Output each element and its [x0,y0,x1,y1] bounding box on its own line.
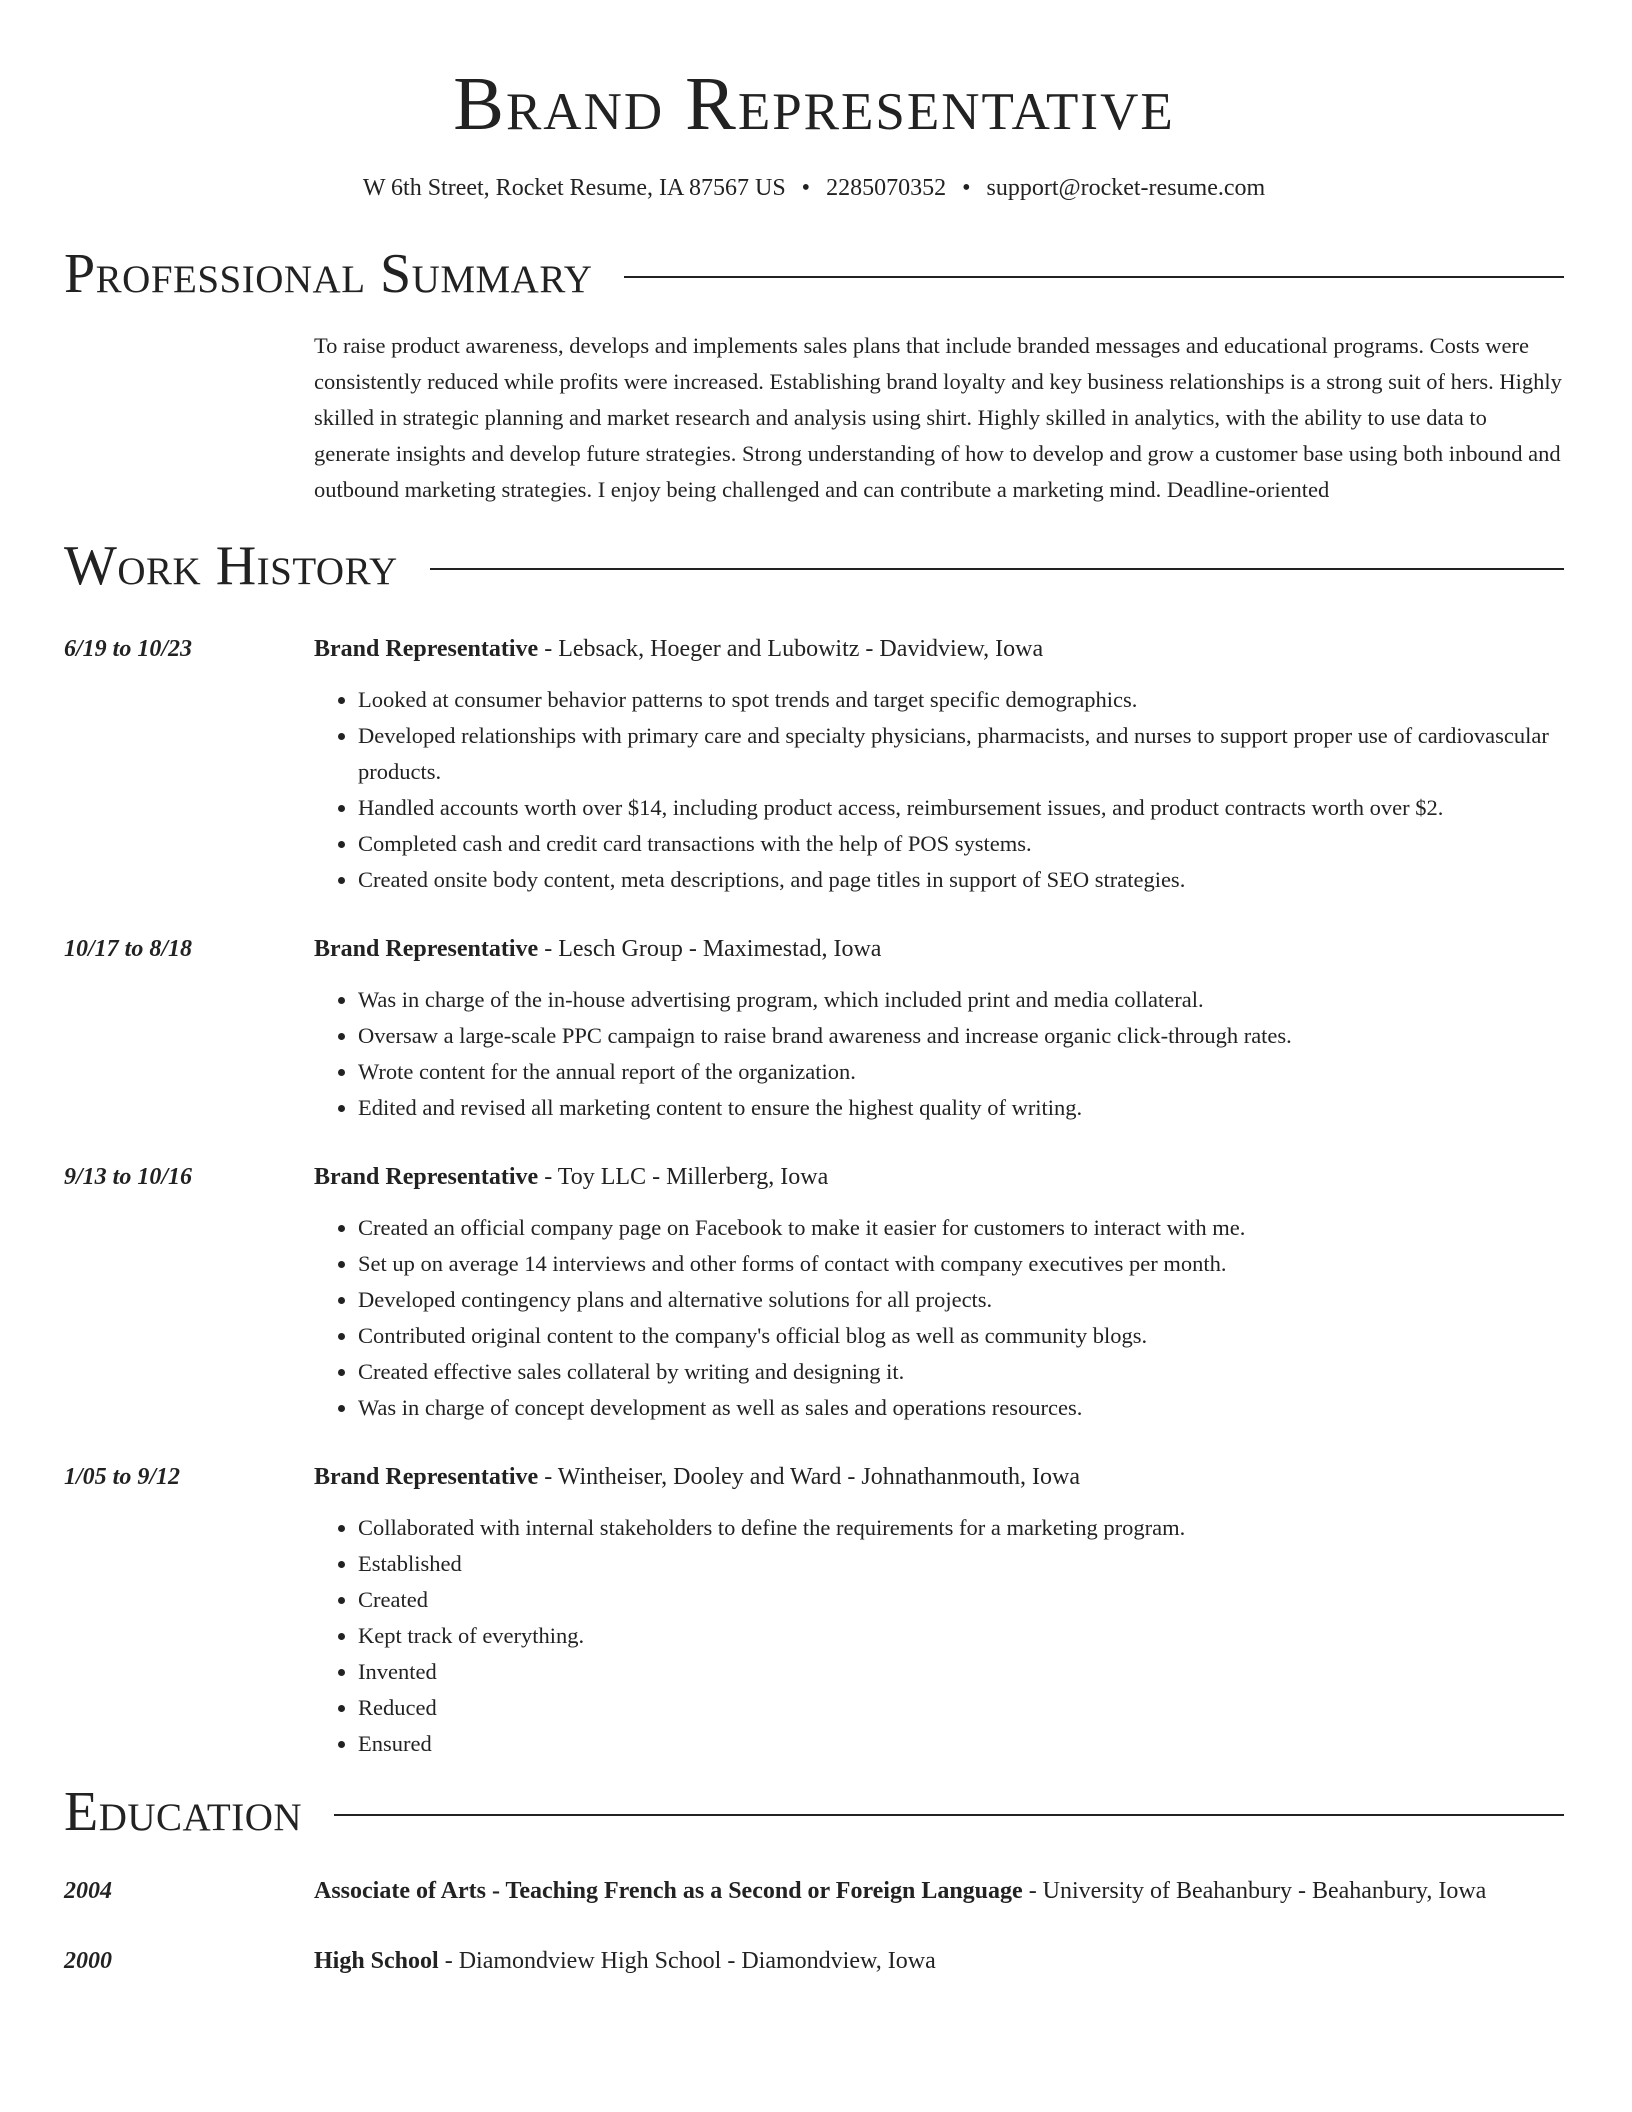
education-school: - Diamondview High School - Diamondview, Iowa [438,1948,936,1974]
education-entry [64,1942,1564,1980]
job-entry [64,1458,1564,1762]
education-body [314,1872,1564,1910]
job-bullet: • Developed relationships with primary care and specialty physicians, pharmacists, and nurses to support proper use of cardiovascular products. [358,718,1564,790]
job-bullet: • Handled accounts worth over $14, including product access, reimbursement issues, and product contracts worth over $2. [358,790,1564,826]
job-bullet-list [314,1210,1564,1426]
job-bullet: • Kept track of everything. [358,1618,1564,1654]
section-divider [624,276,1564,278]
education-degree: Associate of Arts - Teaching French as a Second or Foreign Language [314,1878,1023,1904]
job-bullet: • Completed cash and credit card transactions with the help of POS systems. [358,826,1564,862]
job-bullet: • Created onsite body content, meta descriptions, and page titles in support of SEO strategies. [358,862,1564,898]
contact-email: support@rocket-resume.com [986,175,1266,201]
job-bullet: • Established [358,1546,1564,1582]
job-dates: 9/13 to 10/16 [64,1164,193,1190]
job-employer-location: - Toy LLC - Millerberg, Iowa [538,1164,829,1190]
contact-separator: • [801,175,811,201]
job-bullet: • Ensured [358,1726,1564,1762]
contact-separator: • [962,175,971,201]
job-bullet: • Developed contingency plans and alternative solutions for all projects. [358,1282,1564,1318]
job-title: Brand Representative [314,936,539,962]
job-title: Brand Representative [314,1464,539,1490]
job-employer-location: - Lesch Group - Maximestad, Iowa [538,936,882,962]
work-history-section-header [64,535,1564,597]
job-bullet: • Created [358,1582,1564,1618]
work-history-heading: Work History [64,535,398,597]
education-section-header [64,1781,1564,1843]
education-heading: Education [64,1781,303,1843]
job-bullet: • Was in charge of concept development as well as sales and operations resources. [358,1390,1564,1426]
job-title-line [314,1458,1564,1496]
job-entry [64,630,1564,898]
job-dates: 10/17 to 8/18 [64,936,193,962]
job-title-line [314,1158,1564,1196]
job-dates: 1/05 to 9/12 [64,1464,181,1490]
job-bullet: • Set up on average 14 interviews and other forms of contact with company executives per month. [358,1246,1564,1282]
job-bullet: • Created effective sales collateral by writing and designing it. [358,1354,1564,1390]
job-title: Brand Representative [314,636,539,662]
contact-address: W 6th Street, Rocket Resume, IA 87567 US [362,175,786,201]
job-body [314,1158,1564,1426]
job-bullet-list [314,1510,1564,1762]
job-employer-location: - Wintheiser, Dooley and Ward - Johnathanmouth, Iowa [538,1464,1080,1490]
education-school: - University of Beahanbury - Beahanbury, Iowa [1022,1878,1487,1904]
education-entry [64,1872,1564,1910]
job-bullet: • Invented [358,1654,1564,1690]
job-bullet: • Looked at consumer behavior patterns to spot trends and target specific demographics. [358,682,1564,718]
education-year: 2004 [64,1878,112,1904]
job-entry [64,930,1564,1126]
job-bullet: • Collaborated with internal stakeholders to define the requirements for a marketing program. [358,1510,1564,1546]
job-employer-location: - Lebsack, Hoeger and Lubowitz - Davidview, Iowa [538,636,1044,662]
job-bullet-list [314,682,1564,898]
contact-phone: 2285070352 [826,175,947,201]
education-year: 2000 [64,1948,112,1974]
summary-section-header [64,243,1564,305]
job-bullet: • Reduced [358,1690,1564,1726]
section-divider [430,568,1564,570]
summary-text: To raise product awareness, develops and implements sales plans that include branded messages and educational programs. Costs were consistently reduced while profits were increased. Establishing brand loyalty and key business relationships is a strong suit of hers. Highly skilled in strategic planning and market research and analysis using shirt. Highly skilled in analytics, with the ability to use data to generate insights and develop future strategies. Strong understanding of how to develop and grow a customer base using both inbound and outbound marketing strategies. I enjoy being challenged and can contribute a marketing mind. Deadline-oriented [314,333,1562,502]
job-bullet: • Oversaw a large-scale PPC campaign to raise brand awareness and increase organic click-through rates. [358,1018,1564,1054]
job-body [314,1458,1564,1762]
education-line [314,1872,1564,1910]
job-body [314,630,1564,898]
education-body [314,1942,1564,1980]
resume-name: Brand Representative [453,62,1175,146]
job-title-line [314,630,1564,668]
summary-heading: Professional Summary [64,243,593,305]
job-bullet: • Contributed original content to the company's official blog as well as community blogs. [358,1318,1564,1354]
job-bullet: • Created an official company page on Facebook to make it easier for customers to interact with me. [358,1210,1564,1246]
job-dates: 6/19 to 10/23 [64,636,193,662]
job-bullet: • Wrote content for the annual report of the organization. [358,1054,1564,1090]
job-bullet-list [314,982,1564,1126]
contact-line [64,176,1564,200]
job-body [314,930,1564,1126]
job-bullet: • Was in charge of the in-house advertising program, which included print and media collateral. [358,982,1564,1018]
job-bullet: • Edited and revised all marketing content to ensure the highest quality of writing. [358,1090,1564,1126]
section-divider [334,1814,1564,1816]
education-degree: High School [314,1948,439,1974]
job-title-line [314,930,1564,968]
job-entry [64,1158,1564,1426]
education-line [314,1942,1564,1980]
job-title: Brand Representative [314,1164,539,1190]
